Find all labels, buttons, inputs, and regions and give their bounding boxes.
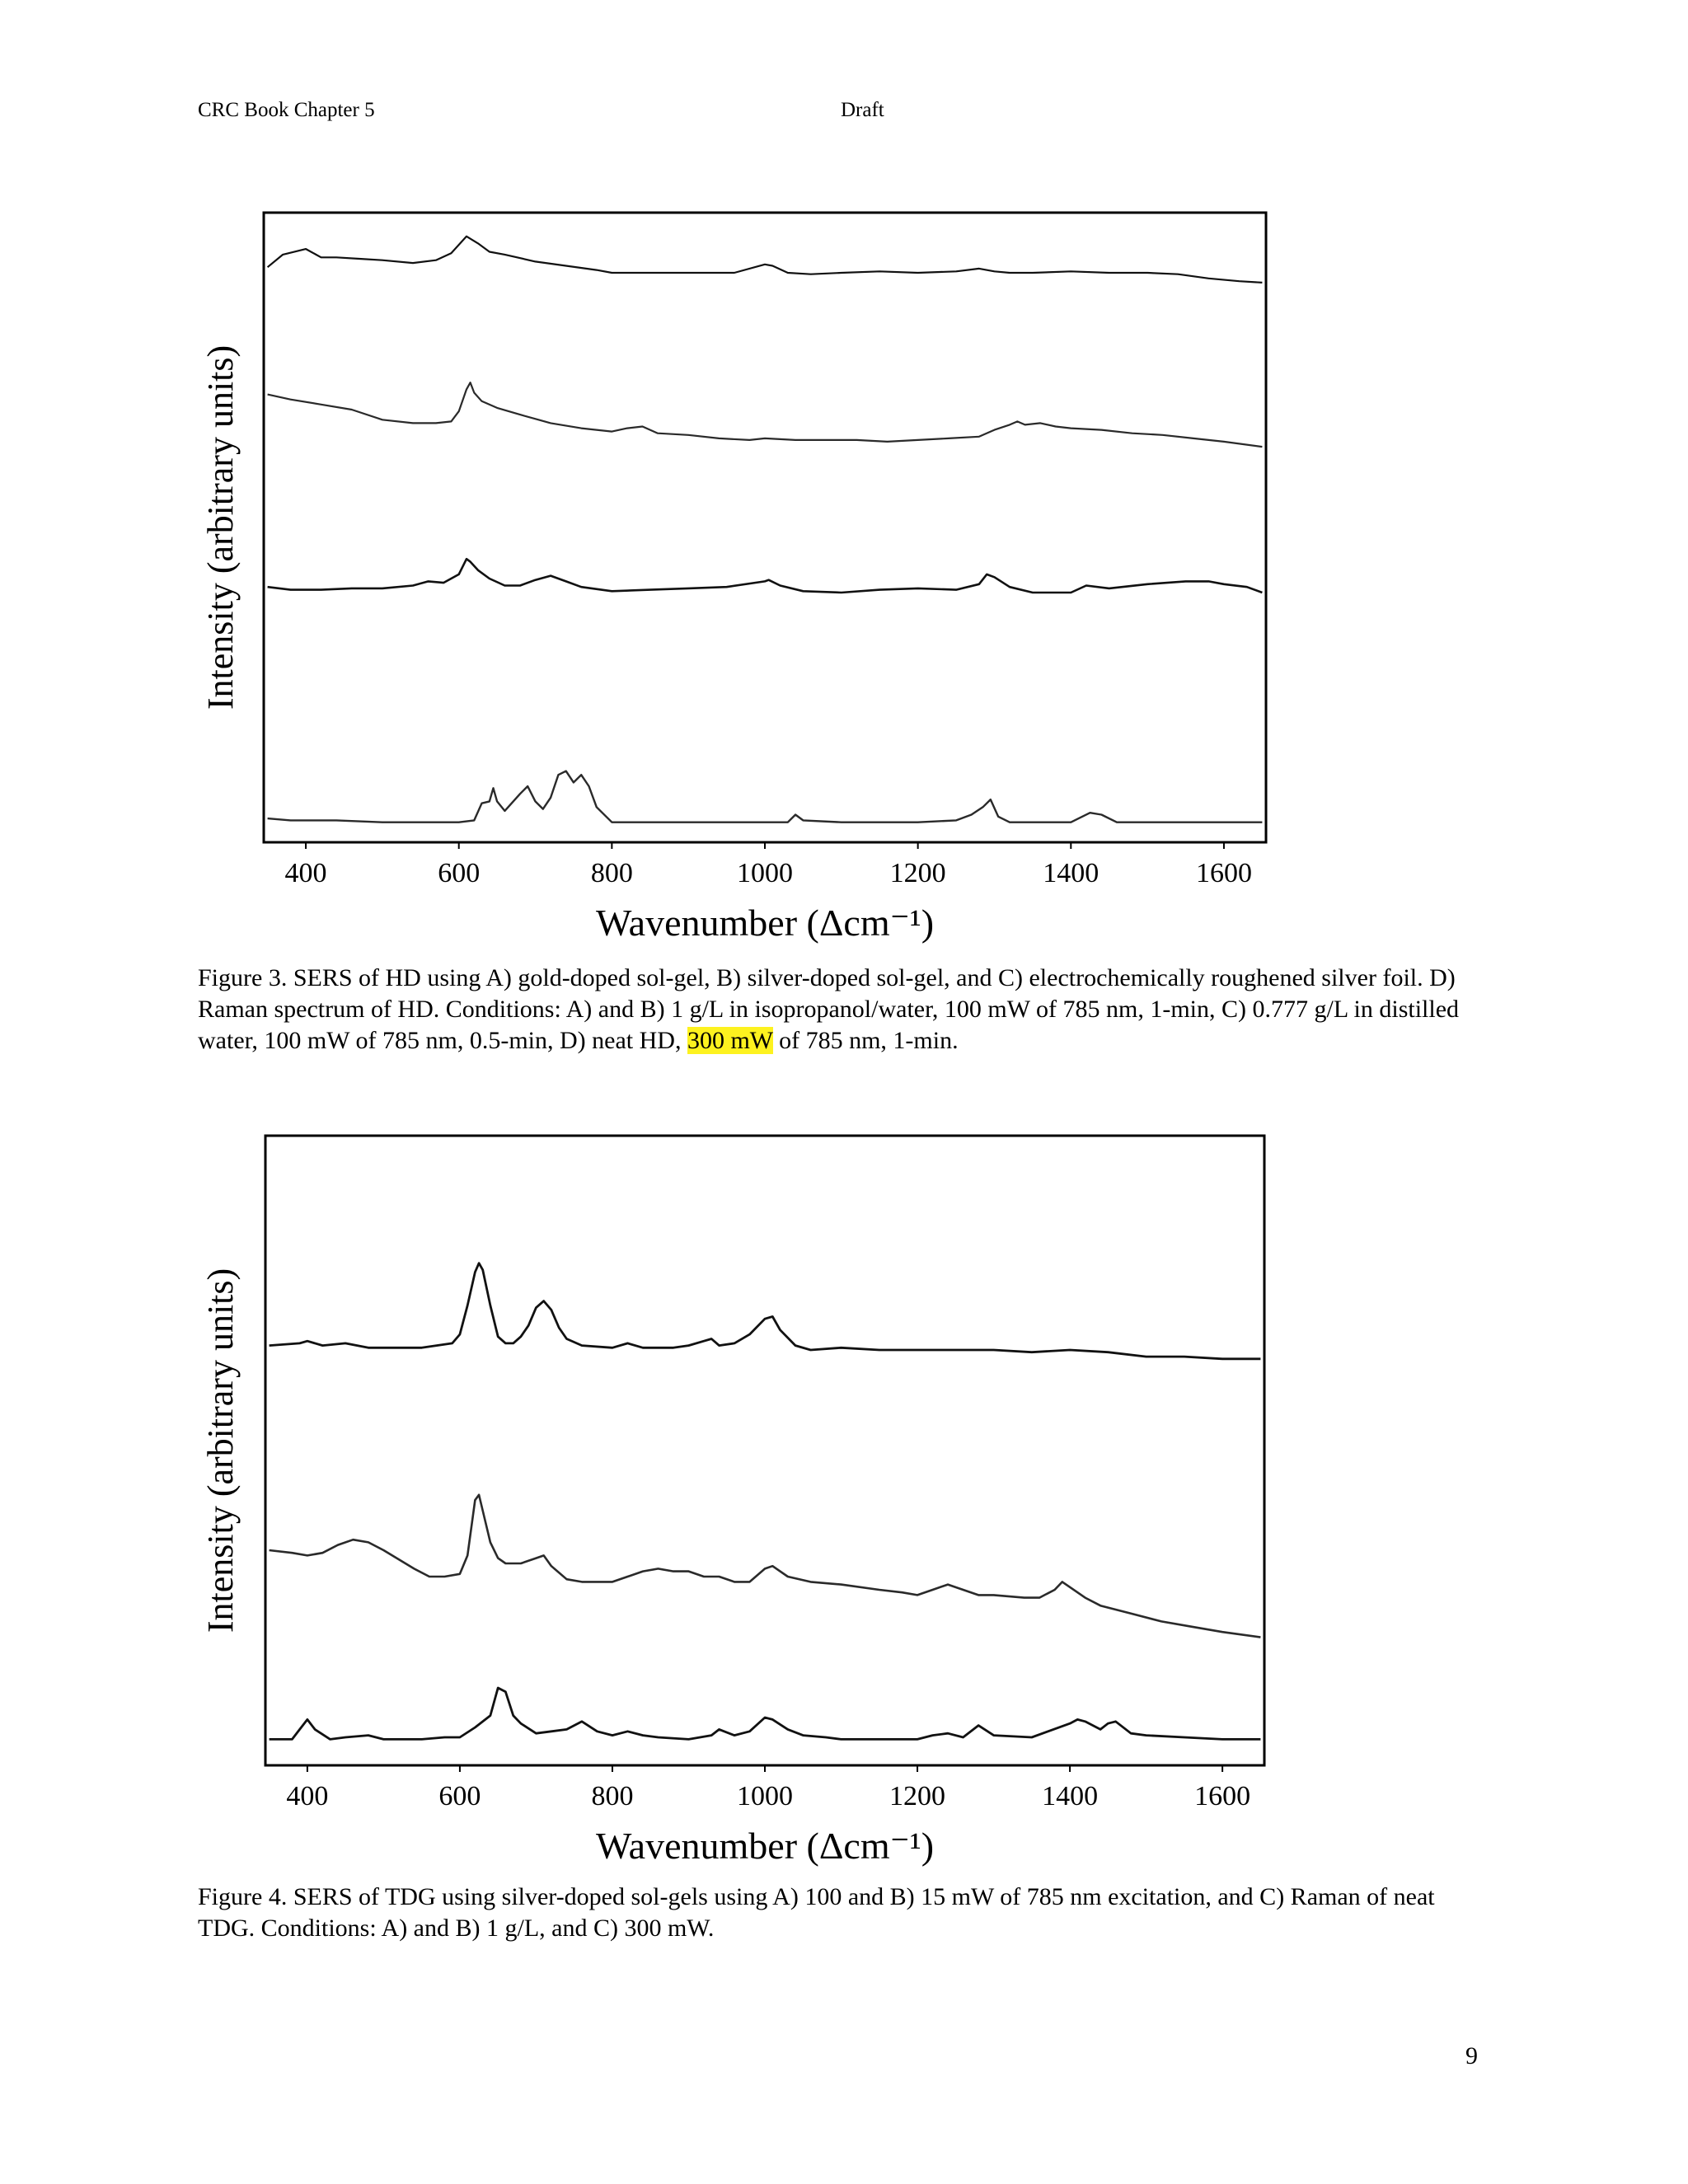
figure-3-spectrum-c xyxy=(268,559,1263,593)
page-number: 9 xyxy=(1465,2042,1478,2069)
figure-4-x-tick-label-1000: 1000 xyxy=(737,1781,793,1811)
figure-3-x-tick-label-800: 800 xyxy=(590,858,633,888)
figure-4-x-tick-label-1400: 1400 xyxy=(1042,1781,1099,1811)
figure-4-x-axis-label: Wavenumber (Δcm⁻¹) xyxy=(595,1825,935,1867)
figure-4-spectrum-a xyxy=(270,1263,1261,1359)
figure-4-plot-frame xyxy=(265,1136,1264,1765)
figure-4-x-tick-label-1200: 1200 xyxy=(889,1781,946,1811)
figure-3 xyxy=(198,198,1286,956)
figure-4-series xyxy=(270,1263,1261,1740)
figure-4 xyxy=(198,1121,1286,1879)
figure-4-caption: Figure 4. SERS of TDG using silver-doped sol-gels using A) 100 and B) 15 mW of 785 nm excitation, and C) Raman of neat TDG. Conditions: A) and B) 1 g/L, and C) 300 mW. xyxy=(198,1883,1435,1942)
figure-3-caption-highlight: 300 mW xyxy=(687,1027,773,1054)
figure-3-caption-end: of 785 nm, 1-min. xyxy=(772,1027,959,1054)
figure-3-series xyxy=(268,237,1263,823)
figure-3-y-axis-label: Intensity (arbitrary units) xyxy=(200,344,241,710)
figure-4-spectrum-b xyxy=(270,1495,1261,1638)
figure-3-chart xyxy=(198,198,1286,956)
figure-3-spectrum-a xyxy=(268,237,1263,283)
running-header-left: CRC Book Chapter 5 xyxy=(198,99,375,121)
figure-4-x-tick-label-600: 600 xyxy=(438,1781,481,1811)
figure-3-x-axis-label: Wavenumber (Δcm⁻¹) xyxy=(595,902,935,944)
figure-3-x-tick-label-400: 400 xyxy=(284,858,327,888)
figure-3-x-tick-label-1400: 1400 xyxy=(1043,858,1100,888)
figure-4-x-tick-label-1600: 1600 xyxy=(1194,1781,1251,1811)
figure-4-x-tick-label-800: 800 xyxy=(591,1781,634,1811)
running-header-center: Draft xyxy=(841,99,884,121)
figure-3-plot-frame xyxy=(264,213,1266,842)
figure-4-y-axis-label: Intensity (arbitrary units) xyxy=(200,1268,241,1633)
figure-3-spectrum-b xyxy=(268,382,1263,447)
figure-3-x-tick-label-1600: 1600 xyxy=(1195,858,1252,888)
figure-3-x-ticks xyxy=(285,842,1252,888)
figure-3-caption xyxy=(198,963,1484,1057)
figure-4-x-tick-label-400: 400 xyxy=(286,1781,329,1811)
figure-4-spectrum-c xyxy=(270,1688,1261,1739)
figure-3-caption-text: Figure 3. SERS of HD using A) gold-doped sol-gel, B) silver-doped sol-gel, and C) electrochemically roughened silver foil. D) Raman spectrum of HD. Conditions: A) and B) 1 g/L in isopropanol/water, 100 mW of 785 nm, 1-min, C) 0.777 g/L in distilled water, 100 mW of 785 nm, 0.5-min, D) neat HD, xyxy=(198,964,1460,1054)
figure-4-chart xyxy=(198,1121,1286,1879)
figure-3-spectrum-d xyxy=(268,771,1263,823)
figure-4-x-ticks xyxy=(286,1765,1250,1811)
figure-3-x-tick-label-1200: 1200 xyxy=(889,858,946,888)
figure-3-x-tick-label-600: 600 xyxy=(438,858,481,888)
figure-3-x-tick-label-1000: 1000 xyxy=(737,858,793,888)
